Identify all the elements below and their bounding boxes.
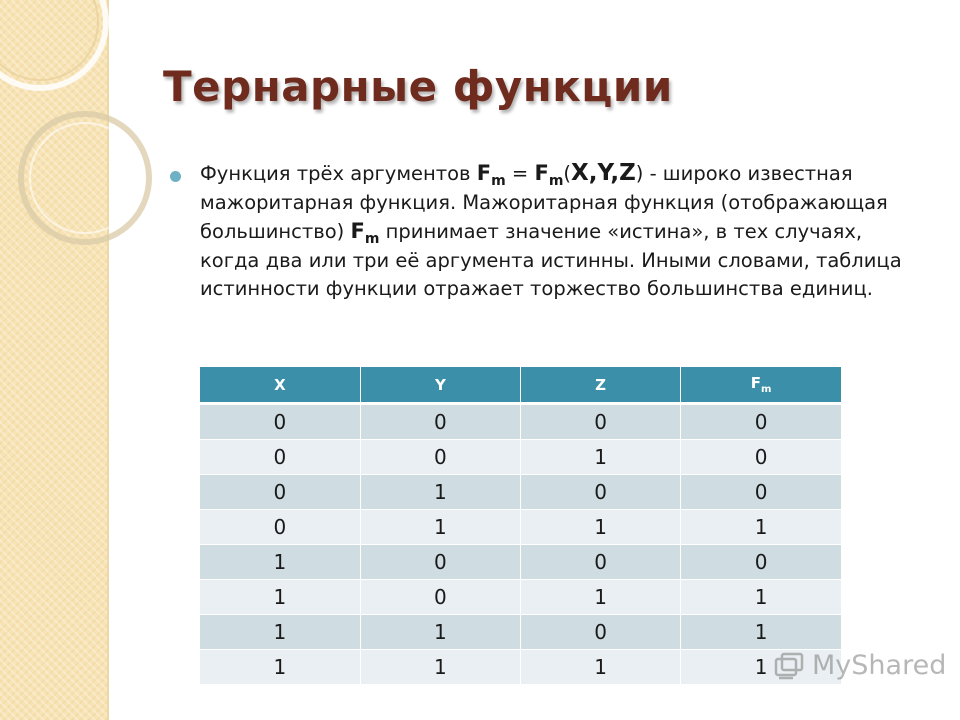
table-cell: 1 [360,510,520,545]
table-cell: 0 [360,580,520,615]
table-header-row [200,367,841,404]
table-cell: 0 [521,615,681,650]
bullet-dot-icon [170,171,181,182]
table-cell: 1 [521,510,681,545]
table-cell: 1 [200,615,360,650]
header-fm: $F_m$ [681,367,841,404]
slide-title: Тернарные функции [163,62,673,111]
table-row [200,440,841,475]
myshared-logo-icon [772,651,806,681]
table-cell: 0 [521,404,681,440]
table-row [200,510,841,545]
table-cell: 0 [681,440,841,475]
header-z: Z [521,367,681,404]
bullet-text [200,159,925,304]
table-cell: 1 [200,650,360,685]
open-paren: ( [563,162,572,185]
table-cell: 0 [521,545,681,580]
table-cell: 1 [681,580,841,615]
table-cell: 0 [200,510,360,545]
watermark [772,650,946,681]
table-cell: 0 [360,440,520,475]
table-cell: 1 [360,615,520,650]
table-cell: 1 [360,475,520,510]
table-cell: 1 [521,440,681,475]
table-cell: 1 [521,580,681,615]
function-symbol-3: $F_m$ [350,219,380,248]
table-row [200,545,841,580]
table-cell: 1 [200,545,360,580]
bullet-paragraph [170,159,925,304]
table-cell: 0 [360,404,520,440]
header-y: Y [360,367,520,404]
table-row [200,475,841,510]
table-cell: 1 [521,650,681,685]
bullet-text-end: принимает значение «истина», в тех случаях, когда два или три её аргумента истинны. Иными словами, таблица истинности функции отражает торжество большинства единиц. [200,220,902,300]
table-row [200,615,841,650]
function-symbol-2: $F_m$ [534,161,564,190]
table-cell: 0 [200,440,360,475]
table-cell: 0 [681,404,841,440]
truth-table [200,367,841,685]
watermark-text: MyShared [812,650,947,681]
bullet-text-intro: Функция трёх аргументов [200,162,477,185]
function-arguments: X,Y,Z [571,160,636,186]
table-cell: 1 [681,510,841,545]
table-row [200,404,841,440]
function-symbol: $F_m$ [476,161,506,190]
table-row [200,650,841,685]
table-cell: 1 [681,650,841,685]
table-cell: 0 [681,545,841,580]
table-cell: 1 [360,650,520,685]
table-cell: 1 [200,580,360,615]
table-cell: 0 [200,475,360,510]
header-x: X [200,367,360,404]
table-cell: 0 [360,545,520,580]
table-row [200,580,841,615]
close-paren: ) [635,162,644,185]
table-cell: 1 [681,615,841,650]
table-cell: 0 [200,404,360,440]
equals-sign: = [505,162,535,185]
table-cell: 0 [521,475,681,510]
bullet-text-middle: - широко известная мажоритарная функция. Мажоритарная функция (отображающая большинство) [200,162,888,243]
table-cell: 0 [681,475,841,510]
